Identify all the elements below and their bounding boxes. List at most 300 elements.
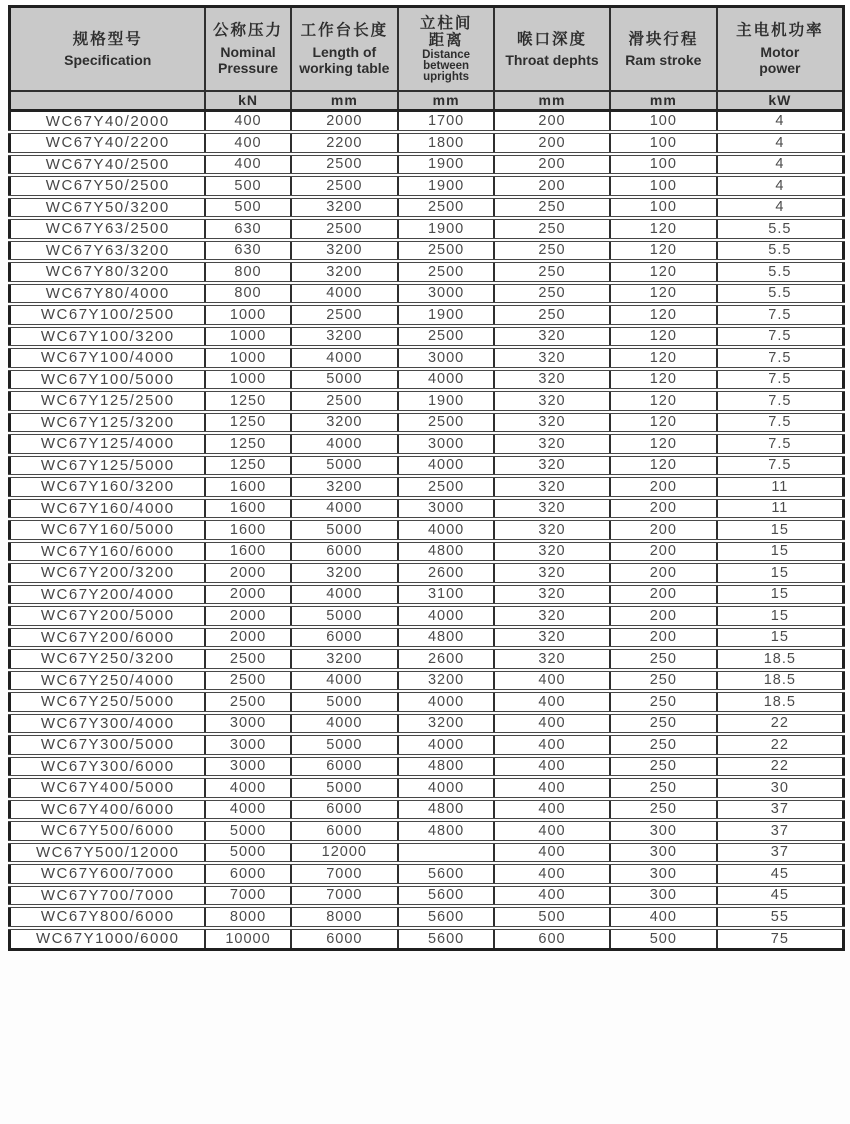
value-cell: 2500: [291, 304, 399, 326]
table-row: [10, 433, 844, 455]
header-zh: 主电机功率: [736, 22, 824, 40]
value-cell: 2500: [291, 218, 399, 240]
value-cell: 200: [610, 627, 717, 649]
value-cell: 3000: [398, 498, 494, 520]
value-cell: 5600: [398, 885, 494, 907]
value-cell: 1600: [205, 519, 290, 541]
value-cell: 630: [205, 240, 290, 262]
value-cell: 250: [610, 799, 717, 821]
spec-cell: WC67Y160/4000: [10, 498, 206, 520]
value-cell: 18.5: [717, 648, 844, 670]
value-cell: 320: [494, 605, 610, 627]
value-cell: 3200: [291, 240, 399, 262]
value-cell: 4000: [398, 691, 494, 713]
value-cell: 320: [494, 455, 610, 477]
value-cell: 320: [494, 541, 610, 563]
value-cell: 6000: [291, 756, 399, 778]
value-cell: 2500: [398, 240, 494, 262]
value-cell: 6000: [291, 541, 399, 563]
value-cell: 120: [610, 369, 717, 391]
value-cell: 500: [205, 197, 290, 219]
value-cell: 320: [494, 562, 610, 584]
value-cell: 7000: [205, 885, 290, 907]
spec-cell: WC67Y125/3200: [10, 412, 206, 434]
value-cell: 5600: [398, 928, 494, 950]
table-row: [10, 455, 844, 477]
table-row: [10, 175, 844, 197]
spec-cell: WC67Y300/5000: [10, 734, 206, 756]
value-cell: 200: [610, 519, 717, 541]
header-en: Nominal Pressure: [218, 43, 278, 76]
value-cell: 7.5: [717, 304, 844, 326]
unit-cell-1: [10, 91, 206, 111]
value-cell: 5.5: [717, 283, 844, 305]
value-cell: 1700: [398, 111, 494, 133]
value-cell: 22: [717, 734, 844, 756]
table-row: [10, 132, 844, 154]
value-cell: 3200: [398, 670, 494, 692]
value-cell: 400: [494, 670, 610, 692]
value-cell: 120: [610, 390, 717, 412]
value-cell: 37: [717, 820, 844, 842]
spec-cell: WC67Y400/6000: [10, 799, 206, 821]
header-zh: 工作台长度: [300, 22, 389, 40]
value-cell: 5.5: [717, 218, 844, 240]
value-cell: 250: [610, 756, 717, 778]
value-cell: 200: [610, 584, 717, 606]
value-cell: 250: [494, 261, 610, 283]
value-cell: 100: [610, 197, 717, 219]
spec-cell: WC67Y200/3200: [10, 562, 206, 584]
value-cell: 1250: [205, 412, 290, 434]
value-cell: 6000: [291, 799, 399, 821]
value-cell: 15: [717, 541, 844, 563]
value-cell: 2600: [398, 648, 494, 670]
value-cell: 5000: [291, 605, 399, 627]
value-cell: 250: [610, 648, 717, 670]
table-row: [10, 390, 844, 412]
table-row: [10, 519, 844, 541]
table-row: [10, 842, 844, 864]
unit-cell-5: mm: [494, 91, 610, 111]
value-cell: 3000: [398, 433, 494, 455]
value-cell: 320: [494, 326, 610, 348]
value-cell: 15: [717, 605, 844, 627]
value-cell: 4000: [291, 283, 399, 305]
value-cell: 250: [494, 304, 610, 326]
value-cell: 4800: [398, 541, 494, 563]
value-cell: 7.5: [717, 455, 844, 477]
value-cell: 4: [717, 175, 844, 197]
column-header-3: [291, 7, 399, 91]
specification-table: [8, 5, 845, 951]
value-cell: 400: [494, 713, 610, 735]
value-cell: 2500: [398, 412, 494, 434]
value-cell: 11: [717, 498, 844, 520]
value-cell: 120: [610, 347, 717, 369]
value-cell: 120: [610, 218, 717, 240]
value-cell: 7000: [291, 863, 399, 885]
value-cell: 630: [205, 218, 290, 240]
table-row: [10, 756, 844, 778]
value-cell: 250: [610, 670, 717, 692]
header-en: Length of working table: [299, 43, 390, 76]
value-cell: 100: [610, 132, 717, 154]
table-row: [10, 111, 844, 133]
value-cell: 5000: [291, 519, 399, 541]
value-cell: 4800: [398, 756, 494, 778]
value-cell: 300: [610, 863, 717, 885]
value-cell: 120: [610, 261, 717, 283]
spec-cell: WC67Y50/3200: [10, 197, 206, 219]
value-cell: 250: [610, 713, 717, 735]
value-cell: 4: [717, 197, 844, 219]
value-cell: 1250: [205, 455, 290, 477]
value-cell: 2500: [205, 648, 290, 670]
spec-cell: WC67Y125/4000: [10, 433, 206, 455]
value-cell: 120: [610, 240, 717, 262]
value-cell: 400: [494, 820, 610, 842]
value-cell: 1600: [205, 498, 290, 520]
value-cell: 4000: [398, 777, 494, 799]
table-row: [10, 326, 844, 348]
value-cell: 30: [717, 777, 844, 799]
value-cell: 8000: [205, 906, 290, 928]
value-cell: 4000: [291, 433, 399, 455]
value-cell: 4000: [398, 605, 494, 627]
value-cell: 2500: [291, 390, 399, 412]
value-cell: 4000: [291, 498, 399, 520]
value-cell: 320: [494, 498, 610, 520]
value-cell: 120: [610, 455, 717, 477]
value-cell: 5000: [291, 777, 399, 799]
value-cell: 300: [610, 885, 717, 907]
value-cell: 45: [717, 885, 844, 907]
spec-cell: WC67Y300/4000: [10, 713, 206, 735]
value-cell: 6000: [291, 820, 399, 842]
spec-cell: WC67Y250/5000: [10, 691, 206, 713]
value-cell: 22: [717, 756, 844, 778]
value-cell: 12000: [291, 842, 399, 864]
header-zh: 立柱间 距离: [419, 14, 473, 49]
header-en: Throat dephts: [505, 51, 599, 68]
value-cell: 320: [494, 519, 610, 541]
spec-cell: WC67Y40/2200: [10, 132, 206, 154]
table-row: [10, 541, 844, 563]
value-cell: 400: [494, 691, 610, 713]
value-cell: 2500: [291, 154, 399, 176]
value-cell: 400: [494, 863, 610, 885]
value-cell: 3100: [398, 584, 494, 606]
value-cell: 3200: [291, 326, 399, 348]
table-row: [10, 261, 844, 283]
spec-cell: WC67Y250/3200: [10, 648, 206, 670]
value-cell: 75: [717, 928, 844, 950]
unit-cell-4: mm: [398, 91, 494, 111]
value-cell: 4800: [398, 820, 494, 842]
value-cell: 250: [494, 197, 610, 219]
value-cell: 3200: [291, 648, 399, 670]
value-cell: 4000: [398, 369, 494, 391]
value-cell: 400: [610, 906, 717, 928]
value-cell: 1000: [205, 369, 290, 391]
table-row: [10, 584, 844, 606]
value-cell: 800: [205, 283, 290, 305]
spec-cell: WC67Y40/2500: [10, 154, 206, 176]
value-cell: 1900: [398, 175, 494, 197]
spec-cell: WC67Y125/5000: [10, 455, 206, 477]
value-cell: 4000: [291, 584, 399, 606]
table-row: [10, 670, 844, 692]
spec-cell: WC67Y500/12000: [10, 842, 206, 864]
spec-cell: WC67Y800/6000: [10, 906, 206, 928]
value-cell: 1000: [205, 326, 290, 348]
value-cell: 3000: [205, 713, 290, 735]
value-cell: 45: [717, 863, 844, 885]
value-cell: 600: [494, 928, 610, 950]
value-cell: 8000: [291, 906, 399, 928]
value-cell: 2500: [398, 197, 494, 219]
value-cell: 7000: [291, 885, 399, 907]
value-cell: 2000: [205, 605, 290, 627]
value-cell: 100: [610, 154, 717, 176]
value-cell: 250: [610, 734, 717, 756]
value-cell: 200: [610, 605, 717, 627]
value-cell: 5600: [398, 906, 494, 928]
value-cell: 300: [610, 842, 717, 864]
value-cell: 320: [494, 584, 610, 606]
value-cell: 250: [610, 777, 717, 799]
spec-cell: WC67Y100/4000: [10, 347, 206, 369]
value-cell: 3000: [205, 734, 290, 756]
value-cell: 11: [717, 476, 844, 498]
value-cell: 2500: [398, 261, 494, 283]
value-cell: 4000: [398, 734, 494, 756]
value-cell: 320: [494, 347, 610, 369]
table-body: [10, 111, 844, 950]
table-row: [10, 885, 844, 907]
value-cell: 4000: [205, 777, 290, 799]
value-cell: 400: [494, 777, 610, 799]
value-cell: 1800: [398, 132, 494, 154]
value-cell: 2000: [291, 111, 399, 133]
value-cell: 250: [494, 240, 610, 262]
value-cell: 4000: [398, 519, 494, 541]
value-cell: 4: [717, 111, 844, 133]
value-cell: 1600: [205, 541, 290, 563]
value-cell: 10000: [205, 928, 290, 950]
spec-cell: WC67Y160/6000: [10, 541, 206, 563]
value-cell: 100: [610, 175, 717, 197]
value-cell: 200: [610, 562, 717, 584]
value-cell: 4800: [398, 799, 494, 821]
value-cell: 15: [717, 519, 844, 541]
value-cell: 2600: [398, 562, 494, 584]
value-cell: 320: [494, 476, 610, 498]
spec-cell: WC67Y63/2500: [10, 218, 206, 240]
value-cell: 500: [205, 175, 290, 197]
table-row: [10, 154, 844, 176]
unit-cell-3: mm: [291, 91, 399, 111]
value-cell: 2000: [205, 584, 290, 606]
header-en: Motor power: [759, 43, 801, 76]
spec-cell: WC67Y100/3200: [10, 326, 206, 348]
value-cell: 1900: [398, 304, 494, 326]
value-cell: 1000: [205, 347, 290, 369]
value-cell: 1250: [205, 433, 290, 455]
value-cell: 6000: [291, 928, 399, 950]
table-row: [10, 777, 844, 799]
spec-cell: WC67Y80/4000: [10, 283, 206, 305]
value-cell: 2500: [291, 175, 399, 197]
table-row: [10, 562, 844, 584]
value-cell: 4000: [398, 455, 494, 477]
spec-cell: WC67Y160/5000: [10, 519, 206, 541]
value-cell: 7.5: [717, 412, 844, 434]
spec-cell: WC67Y100/5000: [10, 369, 206, 391]
column-header-6: [610, 7, 717, 91]
value-cell: 5.5: [717, 240, 844, 262]
value-cell: 3200: [291, 261, 399, 283]
table-row: [10, 820, 844, 842]
value-cell: 1900: [398, 390, 494, 412]
value-cell: 7.5: [717, 326, 844, 348]
table-row: [10, 240, 844, 262]
column-header-1: [10, 7, 206, 91]
value-cell: [398, 842, 494, 864]
value-cell: 320: [494, 648, 610, 670]
value-cell: 2000: [205, 562, 290, 584]
table-row: [10, 476, 844, 498]
spec-cell: WC67Y600/7000: [10, 863, 206, 885]
value-cell: 15: [717, 627, 844, 649]
column-header-5: [494, 7, 610, 91]
value-cell: 400: [494, 885, 610, 907]
table-row: [10, 304, 844, 326]
value-cell: 5.5: [717, 261, 844, 283]
value-cell: 2500: [398, 326, 494, 348]
table-row: [10, 648, 844, 670]
value-cell: 400: [205, 132, 290, 154]
value-cell: 7.5: [717, 347, 844, 369]
table-row: [10, 218, 844, 240]
spec-cell: WC67Y700/7000: [10, 885, 206, 907]
table-row: [10, 734, 844, 756]
value-cell: 3200: [291, 412, 399, 434]
table-header: [10, 7, 844, 111]
table-row: [10, 347, 844, 369]
value-cell: 22: [717, 713, 844, 735]
value-cell: 4: [717, 154, 844, 176]
value-cell: 5000: [291, 734, 399, 756]
table-row: [10, 928, 844, 950]
value-cell: 3200: [291, 197, 399, 219]
column-header-4: [398, 7, 494, 91]
value-cell: 4000: [291, 347, 399, 369]
value-cell: 1900: [398, 218, 494, 240]
value-cell: 1600: [205, 476, 290, 498]
value-cell: 200: [494, 111, 610, 133]
value-cell: 5000: [291, 455, 399, 477]
value-cell: 200: [610, 498, 717, 520]
value-cell: 5000: [291, 691, 399, 713]
spec-cell: WC67Y1000/6000: [10, 928, 206, 950]
value-cell: 2500: [398, 476, 494, 498]
value-cell: 1000: [205, 304, 290, 326]
spec-cell: WC67Y50/2500: [10, 175, 206, 197]
value-cell: 5600: [398, 863, 494, 885]
spec-cell: WC67Y400/5000: [10, 777, 206, 799]
units-row: [10, 91, 844, 111]
value-cell: 250: [494, 218, 610, 240]
value-cell: 1900: [398, 154, 494, 176]
spec-cell: WC67Y63/3200: [10, 240, 206, 262]
value-cell: 250: [494, 283, 610, 305]
value-cell: 37: [717, 799, 844, 821]
value-cell: 1250: [205, 390, 290, 412]
value-cell: 320: [494, 433, 610, 455]
unit-cell-6: mm: [610, 91, 717, 111]
spec-cell: WC67Y100/2500: [10, 304, 206, 326]
value-cell: 400: [205, 154, 290, 176]
value-cell: 6000: [205, 863, 290, 885]
value-cell: 400: [205, 111, 290, 133]
header-en: Specification: [64, 51, 152, 68]
value-cell: 5000: [205, 842, 290, 864]
value-cell: 500: [610, 928, 717, 950]
value-cell: 4800: [398, 627, 494, 649]
spec-cell: WC67Y80/3200: [10, 261, 206, 283]
table-row: [10, 369, 844, 391]
value-cell: 4000: [291, 713, 399, 735]
value-cell: 3000: [398, 283, 494, 305]
value-cell: 2000: [205, 627, 290, 649]
value-cell: 400: [494, 734, 610, 756]
table-row: [10, 799, 844, 821]
header-zh: 规格型号: [72, 30, 143, 48]
spec-cell: WC67Y200/6000: [10, 627, 206, 649]
header-row: [10, 7, 844, 91]
value-cell: 55: [717, 906, 844, 928]
value-cell: 320: [494, 390, 610, 412]
value-cell: 7.5: [717, 390, 844, 412]
spec-cell: WC67Y500/6000: [10, 820, 206, 842]
value-cell: 200: [494, 132, 610, 154]
value-cell: 3000: [398, 347, 494, 369]
value-cell: 18.5: [717, 670, 844, 692]
spec-cell: WC67Y160/3200: [10, 476, 206, 498]
spec-cell: WC67Y40/2000: [10, 111, 206, 133]
value-cell: 120: [610, 283, 717, 305]
value-cell: 120: [610, 304, 717, 326]
value-cell: 200: [610, 541, 717, 563]
table-row: [10, 605, 844, 627]
value-cell: 100: [610, 111, 717, 133]
table-row: [10, 627, 844, 649]
value-cell: 400: [494, 799, 610, 821]
value-cell: 4000: [205, 799, 290, 821]
value-cell: 18.5: [717, 691, 844, 713]
value-cell: 800: [205, 261, 290, 283]
header-zh: 公称压力: [213, 22, 284, 40]
unit-cell-7: kW: [717, 91, 844, 111]
table-row: [10, 713, 844, 735]
value-cell: 4000: [291, 670, 399, 692]
table-row: [10, 906, 844, 928]
table-row: [10, 412, 844, 434]
value-cell: 3200: [398, 713, 494, 735]
value-cell: 7.5: [717, 369, 844, 391]
